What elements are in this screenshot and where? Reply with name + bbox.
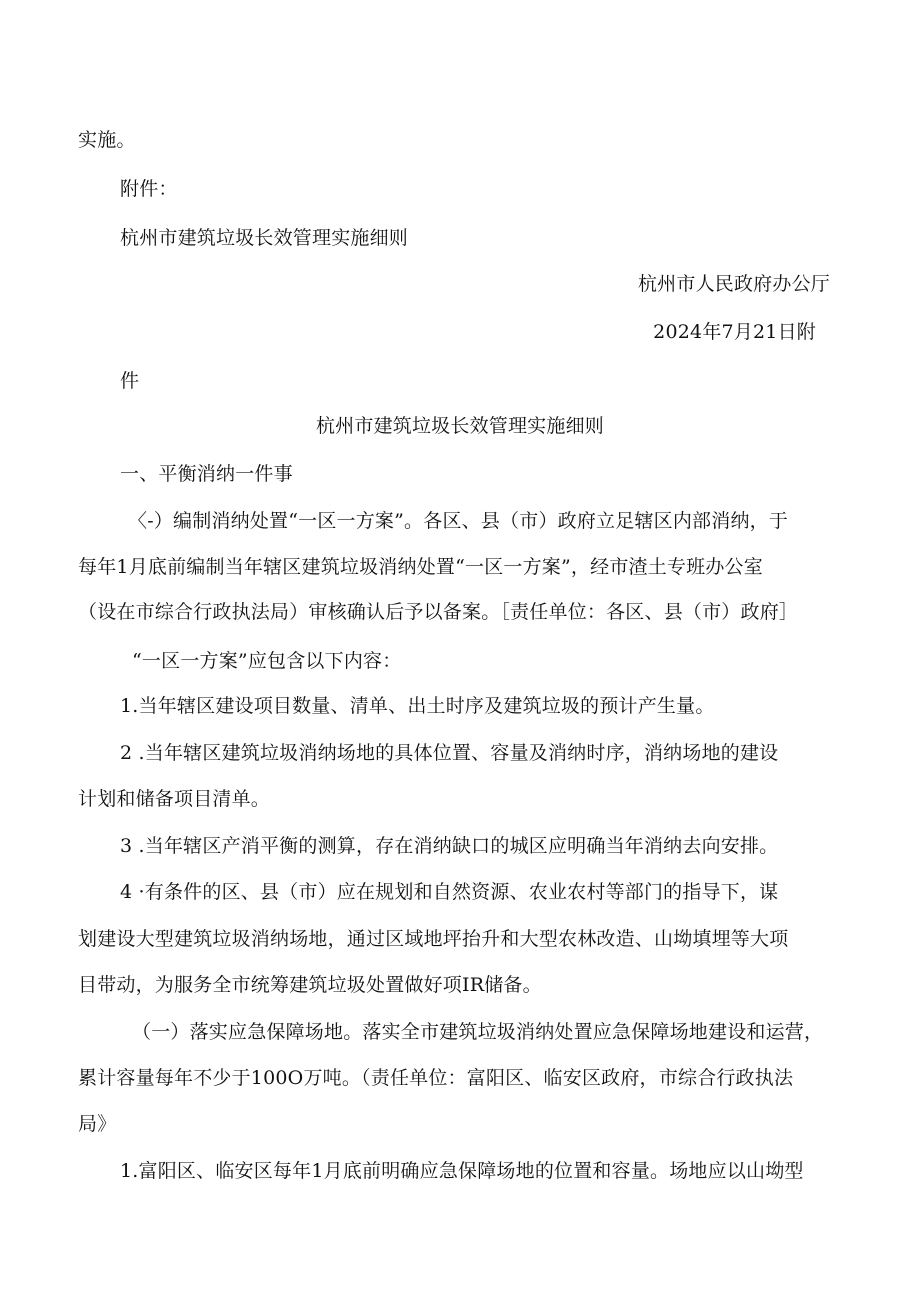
section-heading: 一、平衡消纳一件事	[120, 463, 293, 485]
list-item: 4 ·有条件的区、县（市）应在规划和自然资源、农业农村等部门的指导下，谋	[120, 881, 779, 903]
text-line: 〈-）编制消纳处置“一区一方案”。各区、县（市）政府立足辖区内部消纳，于	[128, 510, 789, 532]
text-line: 局》	[78, 1113, 117, 1135]
text-line: 计划和储备项目清单。	[78, 788, 271, 810]
text-line: 实施。	[78, 129, 136, 151]
text-line: 累计容量每年不少于100O万吨。（责任单位：富阳区、临安区政府，市综合行政执法	[78, 1067, 794, 1089]
issue-date: 2024年7月21日附	[653, 321, 816, 343]
list-item: 3 .当年辖区产消平衡的测算，存在消纳缺口的城区应明确当年消纳去向安排。	[120, 835, 779, 857]
issuer-name: 杭州市人民政府办公厅	[637, 273, 830, 295]
text-line: 件	[120, 370, 140, 392]
text-line: （设在市综合行政执法局）审核确认后予以备案。［责任单位：各区、县（市）政府］	[78, 601, 799, 623]
section-heading: （一）落实应急保障场地。落实全市建筑垃圾消纳处置应急保障场地建设和运营，	[132, 1021, 824, 1043]
list-item: 2 .当年辖区建筑垃圾消纳场地的具体位置、容量及消纳时序，消纳场地的建设	[120, 742, 779, 764]
list-item: 1.富阳区、临安区每年1月底前明确应急保障场地的位置和容量。场地应以山坳型	[120, 1160, 804, 1182]
attachment-label: 附件：	[120, 178, 178, 200]
attachment-title: 杭州市建筑垃圾长效管理实施细则	[120, 227, 409, 249]
text-line: 每年1月底前编制当年辖区建筑垃圾消纳处置“一区一方案”，经市渣土专班办公室	[78, 556, 763, 578]
text-line: 目带动，为服务全市统筹建筑垃圾处置做好项IR储备。	[78, 974, 542, 996]
list-item: 1.当年辖区建设项目数量、清单、出土时序及建筑垃圾的预计产生量。	[120, 695, 715, 717]
text-line: “一区一方案”应包含以下内容：	[132, 650, 402, 672]
document-title: 杭州市建筑垃圾长效管理实施细则	[315, 415, 604, 437]
text-line: 划建设大型建筑垃圾消纳场地，通过区域地坪抬升和大型农林改造、山坳填埋等大项	[78, 928, 789, 950]
